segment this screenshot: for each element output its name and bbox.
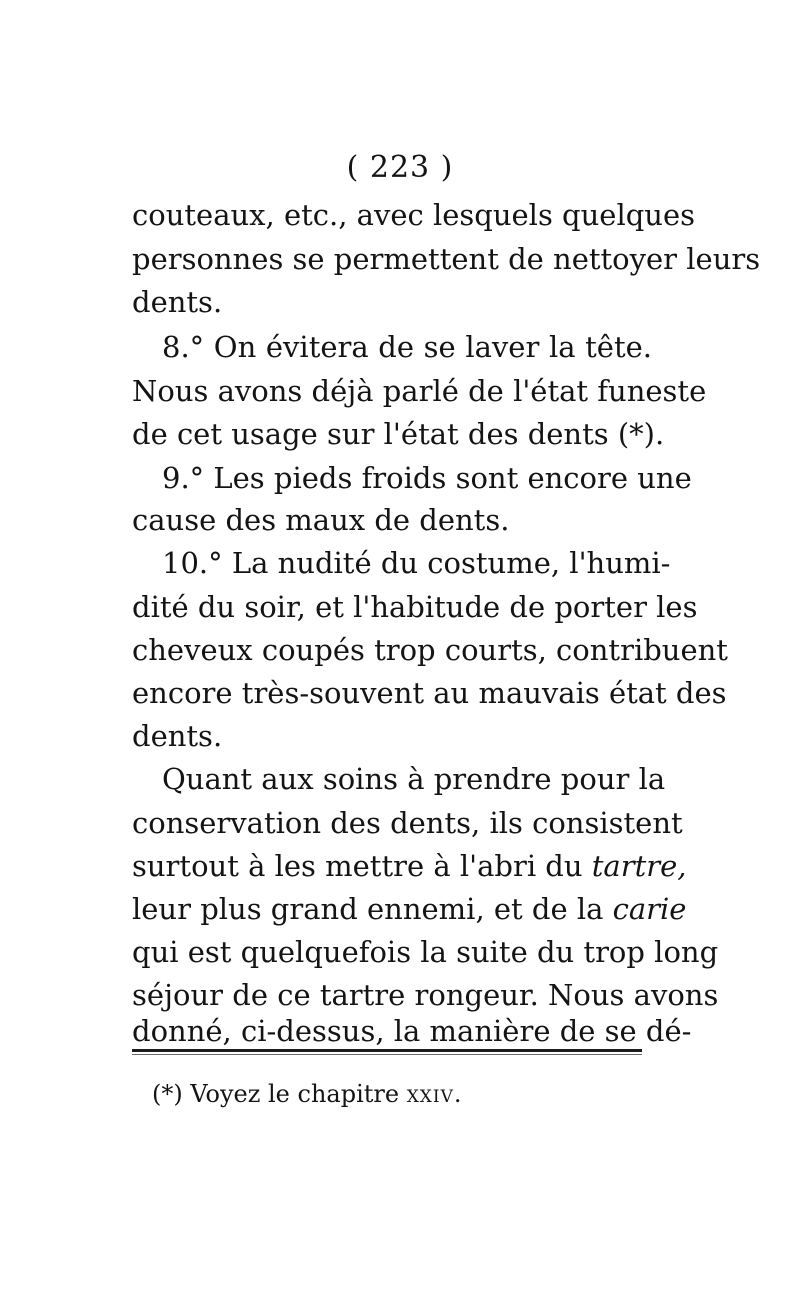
text-line xyxy=(132,844,687,888)
text-line: de cet usage sur l'état des dents (*). xyxy=(132,417,665,451)
text-line: Quant aux soins à prendre pour la xyxy=(162,762,666,796)
footnote-divider xyxy=(132,1049,642,1052)
text-line: séjour de ce tartre rongeur. Nous avons xyxy=(132,978,719,1012)
text-line: conservation des dents, ils consistent xyxy=(132,806,683,840)
footnote-divider-thin xyxy=(132,1054,642,1055)
italic-word-tartre: tartre, xyxy=(591,849,687,883)
text-line: dents. xyxy=(132,719,223,753)
page-number: ( 223 ) xyxy=(346,150,454,185)
text-line xyxy=(132,887,687,931)
text-line: Nous avons déjà parlé de l'état funeste xyxy=(132,374,707,408)
text-line: dents. xyxy=(132,285,223,319)
footnote xyxy=(152,1076,463,1112)
text-line: encore très-souvent au mauvais état des xyxy=(132,676,727,710)
text-line: 10.° La nudité du costume, l'humi- xyxy=(162,546,671,580)
footnote-chapter: xxiv. xyxy=(406,1080,463,1108)
footnote-marker: (*) xyxy=(152,1080,183,1108)
text-line: personnes se permettent de nettoyer leurs xyxy=(132,242,761,276)
text-line: dité du soir, et l'habitude de porter les xyxy=(132,590,698,624)
text-line: qui est quelquefois la suite du trop long xyxy=(132,935,719,969)
text-span: surtout à les mettre à l'abri du xyxy=(132,849,583,883)
text-line: 9.° Les pieds froids sont encore une xyxy=(162,461,692,495)
text-line: cause des maux de dents. xyxy=(132,503,510,537)
footnote-text: Voyez le chapitre xyxy=(190,1080,400,1108)
text-line: donné, ci-dessus, la manière de se dé- xyxy=(132,1014,692,1048)
italic-word-carie: carie xyxy=(612,892,687,926)
text-line: cheveux coupés trop courts, contribuent xyxy=(132,633,728,667)
text-line: 8.° On évitera de se laver la tête. xyxy=(162,330,652,364)
text-span: leur plus grand ennemi, et de la xyxy=(132,892,604,926)
text-line: couteaux, etc., avec lesquels quelques xyxy=(132,198,696,232)
